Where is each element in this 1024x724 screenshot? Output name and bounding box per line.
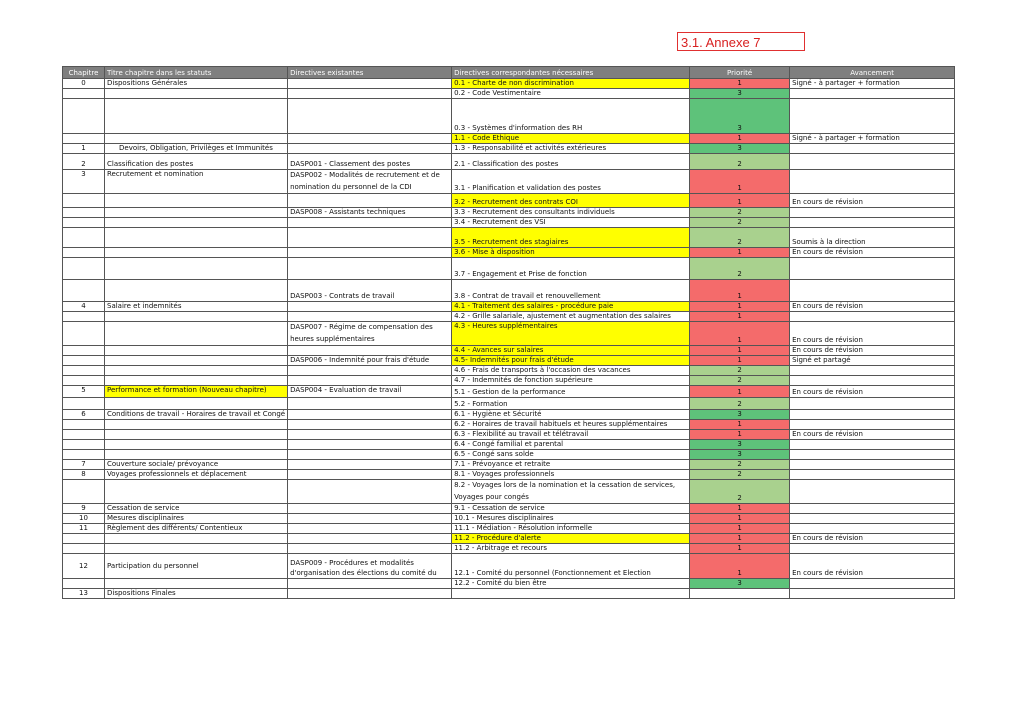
table-row — [63, 430, 955, 440]
chapter-title — [105, 534, 288, 544]
required-directive: 4.5- Indemnités pour frais d'étude — [452, 356, 690, 366]
existing-directive — [288, 89, 452, 99]
progress-cell — [790, 440, 955, 450]
existing-directive — [288, 258, 452, 280]
chapter-number: 6 — [63, 410, 105, 420]
progress-cell: En cours de révision — [790, 248, 955, 258]
progress-cell — [790, 504, 955, 514]
progress-cell: En cours de révision — [790, 346, 955, 356]
required-directive: 3.7 - Engagement et Prise de fonction — [452, 258, 690, 280]
table-row — [63, 248, 955, 258]
priority-cell: 1 — [690, 386, 790, 398]
progress-cell — [790, 280, 955, 302]
chapter-title — [105, 450, 288, 460]
existing-directive: DASP004 - Evaluation de travail — [288, 386, 452, 398]
chapter-title: Couverture sociale/ prévoyance — [105, 460, 288, 470]
chapter-number — [63, 134, 105, 144]
directives-table — [62, 66, 955, 599]
table-row — [63, 470, 955, 480]
table-header-row — [63, 67, 955, 79]
priority-cell: 2 — [690, 460, 790, 470]
progress-cell: En cours de révision — [790, 194, 955, 208]
chapter-title — [105, 134, 288, 144]
progress-cell: En cours de révision — [790, 386, 955, 398]
priority-cell: 2 — [690, 366, 790, 376]
existing-directive — [288, 450, 452, 460]
existing-directive — [288, 398, 452, 410]
required-directive: 3.1 - Planification et validation des postes — [452, 170, 690, 194]
chapter-number — [63, 356, 105, 366]
priority-cell: 1 — [690, 248, 790, 258]
required-directive: 1.1 - Code Ethique — [452, 134, 690, 144]
priority-cell: 3 — [690, 89, 790, 99]
priority-cell: 1 — [690, 504, 790, 514]
priority-cell: 3 — [690, 410, 790, 420]
chapter-title: Classification des postes — [105, 154, 288, 170]
priority-cell: 2 — [690, 470, 790, 480]
chapter-number — [63, 208, 105, 218]
chapter-title — [105, 312, 288, 322]
priority-cell: 3 — [690, 144, 790, 154]
priority-cell: 2 — [690, 218, 790, 228]
header-directives-existantes: Directives existantes — [288, 67, 452, 79]
progress-cell — [790, 480, 955, 504]
progress-cell: En cours de révision — [790, 554, 955, 579]
progress-cell — [790, 89, 955, 99]
required-directive — [452, 589, 690, 599]
chapter-number — [63, 450, 105, 460]
progress-cell — [790, 544, 955, 554]
chapter-title — [105, 376, 288, 386]
chapter-title — [105, 420, 288, 430]
required-directive: 6.2 - Horaires de travail habituels et heures supplémentaires — [452, 420, 690, 430]
chapter-title: Mesures disciplinaires — [105, 514, 288, 524]
chapter-title: Cessation de service — [105, 504, 288, 514]
chapter-number — [63, 376, 105, 386]
required-directive: 6.4 - Congé familial et parental — [452, 440, 690, 450]
progress-cell: Soumis à la direction — [790, 228, 955, 248]
priority-cell: 2 — [690, 480, 790, 504]
chapter-title — [105, 228, 288, 248]
required-directive: 12.2 - Comité du bien être — [452, 579, 690, 589]
required-directive: 0.3 - Systèmes d'information des RH — [452, 99, 690, 134]
existing-directive — [288, 589, 452, 599]
required-directive: 3.4 - Recrutement des VSI — [452, 218, 690, 228]
table-row — [63, 440, 955, 450]
progress-cell — [790, 154, 955, 170]
required-directive: 10.1 - Mesures disciplinaires — [452, 514, 690, 524]
chapter-number: 13 — [63, 589, 105, 599]
required-directive: 12.1 - Comité du personnel (Fonctionnement et Election — [452, 554, 690, 579]
table-row — [63, 99, 955, 134]
existing-directive — [288, 248, 452, 258]
table-row — [63, 544, 955, 554]
existing-directive — [288, 144, 452, 154]
existing-directive — [288, 514, 452, 524]
chapter-title: Devoirs, Obligation, Privilèges et Immunités — [105, 144, 288, 154]
table-row — [63, 194, 955, 208]
existing-directive — [288, 460, 452, 470]
priority-cell: 1 — [690, 346, 790, 356]
priority-cell: 2 — [690, 208, 790, 218]
progress-cell — [790, 420, 955, 430]
chapter-number: 12 — [63, 554, 105, 579]
table-row — [63, 376, 955, 386]
table-row — [63, 579, 955, 589]
chapter-number: 3 — [63, 170, 105, 194]
table-row — [63, 504, 955, 514]
table-row — [63, 410, 955, 420]
chapter-title — [105, 579, 288, 589]
chapter-title: Dispositions Générales — [105, 79, 288, 89]
existing-directive — [288, 302, 452, 312]
table-row — [63, 302, 955, 312]
priority-cell: 1 — [690, 194, 790, 208]
priority-cell: 1 — [690, 312, 790, 322]
header-priorite: Priorité — [690, 67, 790, 79]
table-row — [63, 450, 955, 460]
progress-cell — [790, 524, 955, 534]
header-avancement: Avancement — [790, 67, 955, 79]
chapter-title — [105, 280, 288, 302]
required-directive: 3.3 - Recrutement des consultants individuels — [452, 208, 690, 218]
existing-directive: DASP006 - Indemnité pour frais d'étude — [288, 356, 452, 366]
required-directive: 6.1 - Hygiène et Sécurité — [452, 410, 690, 420]
table-row — [63, 228, 955, 248]
priority-cell: 1 — [690, 302, 790, 312]
table-row — [63, 534, 955, 544]
progress-cell — [790, 470, 955, 480]
required-directive: 4.1 - Traitement des salaires - procédure paie — [452, 302, 690, 312]
priority-cell: 2 — [690, 228, 790, 248]
chapter-number: 1 — [63, 144, 105, 154]
table-row — [63, 170, 955, 194]
required-directive: 3.2 - Recrutement des contrats COI — [452, 194, 690, 208]
existing-directive — [288, 346, 452, 356]
table-row — [63, 386, 955, 398]
progress-cell: En cours de révision — [790, 302, 955, 312]
chapter-number: 2 — [63, 154, 105, 170]
required-directive: 11.2 - Procédure d'alerte — [452, 534, 690, 544]
chapter-title — [105, 248, 288, 258]
existing-directive — [288, 524, 452, 534]
progress-cell — [790, 410, 955, 420]
table-row — [63, 346, 955, 356]
table-row — [63, 280, 955, 302]
table-row — [63, 312, 955, 322]
priority-cell: 1 — [690, 134, 790, 144]
progress-cell — [790, 218, 955, 228]
priority-cell: 1 — [690, 79, 790, 89]
chapter-title: Voyages professionnels et déplacement — [105, 470, 288, 480]
chapter-title: Performance et formation (Nouveau chapitre) — [105, 386, 288, 398]
table-row — [63, 79, 955, 89]
table-row — [63, 89, 955, 99]
existing-directive — [288, 480, 452, 504]
table-row — [63, 322, 955, 346]
chapter-number — [63, 280, 105, 302]
chapter-title — [105, 89, 288, 99]
existing-directive — [288, 366, 452, 376]
table-row — [63, 258, 955, 280]
existing-directive: DASP009 - Procédures et modalités d'organisation des élections du comité du — [288, 554, 452, 579]
priority-cell: 1 — [690, 170, 790, 194]
existing-directive — [288, 376, 452, 386]
required-directive: 3.8 - Contrat de travail et renouvellement — [452, 280, 690, 302]
table-row — [63, 514, 955, 524]
required-directive: 8.2 - Voyages lors de la nomination et la cessation de services, Voyages pour congés — [452, 480, 690, 504]
annex-title: 3.1. Annexe 7 — [677, 32, 805, 51]
chapter-number — [63, 99, 105, 134]
chapter-title: Participation du personnel — [105, 554, 288, 579]
priority-cell: 3 — [690, 450, 790, 460]
chapter-number — [63, 258, 105, 280]
table-row — [63, 366, 955, 376]
required-directive: 11.2 - Arbitrage et recours — [452, 544, 690, 554]
header-directives-necessaires: Directives correspondantes nécessaires — [452, 67, 690, 79]
existing-directive — [288, 312, 452, 322]
existing-directive — [288, 228, 452, 248]
chapter-title — [105, 430, 288, 440]
priority-cell — [690, 589, 790, 599]
chapter-number — [63, 430, 105, 440]
progress-cell — [790, 514, 955, 524]
header-titre: Titre chapitre dans les statuts — [105, 67, 288, 79]
chapter-title: Règlement des différents/ Contentieux — [105, 524, 288, 534]
required-directive: 3.6 - Mise à disposition — [452, 248, 690, 258]
chapter-number: 8 — [63, 470, 105, 480]
chapter-number: 5 — [63, 386, 105, 398]
priority-cell: 1 — [690, 534, 790, 544]
chapter-title — [105, 440, 288, 450]
progress-cell: Signé - à partager + formation — [790, 134, 955, 144]
required-directive: 8.1 - Voyages professionnels — [452, 470, 690, 480]
progress-cell: En cours de révision — [790, 534, 955, 544]
chapter-title — [105, 218, 288, 228]
chapter-number — [63, 366, 105, 376]
priority-cell: 1 — [690, 420, 790, 430]
existing-directive: DASP008 - Assistants techniques — [288, 208, 452, 218]
existing-directive — [288, 470, 452, 480]
progress-cell — [790, 450, 955, 460]
required-directive: 2.1 - Classification des postes — [452, 154, 690, 170]
priority-cell: 1 — [690, 430, 790, 440]
required-directive: 0.2 - Code Vestimentaire — [452, 89, 690, 99]
priority-cell: 3 — [690, 579, 790, 589]
progress-cell — [790, 144, 955, 154]
progress-cell — [790, 170, 955, 194]
progress-cell — [790, 366, 955, 376]
table-row — [63, 398, 955, 410]
table-row — [63, 218, 955, 228]
required-directive: 4.7 - Indemnités de fonction supérieure — [452, 376, 690, 386]
progress-cell — [790, 460, 955, 470]
required-directive: 6.5 - Congé sans solde — [452, 450, 690, 460]
chapter-number — [63, 218, 105, 228]
chapter-title: Conditions de travail - Horaires de travail et Congé — [105, 410, 288, 420]
chapter-title — [105, 99, 288, 134]
chapter-number — [63, 534, 105, 544]
chapter-number — [63, 440, 105, 450]
chapter-number: 0 — [63, 79, 105, 89]
table-row — [63, 524, 955, 534]
table-row — [63, 356, 955, 366]
existing-directive — [288, 420, 452, 430]
chapter-title — [105, 258, 288, 280]
required-directive: 9.1 - Cessation de service — [452, 504, 690, 514]
progress-cell — [790, 376, 955, 386]
existing-directive — [288, 579, 452, 589]
existing-directive — [288, 534, 452, 544]
required-directive: 1.3 - Responsabilité et activités extérieures — [452, 144, 690, 154]
existing-directive — [288, 504, 452, 514]
existing-directive — [288, 194, 452, 208]
chapter-number: 9 — [63, 504, 105, 514]
required-directive: 4.3 - Heures supplémentaires — [452, 322, 690, 346]
table-row — [63, 134, 955, 144]
chapter-number — [63, 89, 105, 99]
chapter-title — [105, 194, 288, 208]
chapter-number — [63, 346, 105, 356]
existing-directive: DASP002 - Modalités de recrutement et de nomination du personnel de la CDI — [288, 170, 452, 194]
required-directive: 0.1 - Charte de non discrimination — [452, 79, 690, 89]
progress-cell: En cours de révision — [790, 322, 955, 346]
required-directive: 4.6 - Frais de transports à l'occasion des vacances — [452, 366, 690, 376]
table-row — [63, 420, 955, 430]
progress-cell — [790, 258, 955, 280]
table-row — [63, 589, 955, 599]
chapter-title — [105, 366, 288, 376]
existing-directive: DASP007 - Régime de compensation des heures supplémentaires — [288, 322, 452, 346]
chapter-title — [105, 480, 288, 504]
progress-cell — [790, 398, 955, 410]
chapter-number — [63, 480, 105, 504]
required-directive: 6.3 - Flexibilité au travail et télétravail — [452, 430, 690, 440]
required-directive: 3.5 - Recrutement des stagiaires — [452, 228, 690, 248]
chapter-title — [105, 322, 288, 346]
priority-cell: 1 — [690, 356, 790, 366]
header-chapitre: Chapitre — [63, 67, 105, 79]
chapter-title — [105, 398, 288, 410]
table-row — [63, 480, 955, 504]
progress-cell: En cours de révision — [790, 430, 955, 440]
priority-cell: 2 — [690, 258, 790, 280]
table-row — [63, 154, 955, 170]
existing-directive — [288, 410, 452, 420]
chapter-number — [63, 322, 105, 346]
progress-cell: Signé - à partager + formation — [790, 79, 955, 89]
priority-cell: 1 — [690, 554, 790, 579]
existing-directive — [288, 134, 452, 144]
progress-cell — [790, 208, 955, 218]
table-row — [63, 208, 955, 218]
chapter-number: 4 — [63, 302, 105, 312]
existing-directive — [288, 99, 452, 134]
progress-cell — [790, 99, 955, 134]
chapter-number: 10 — [63, 514, 105, 524]
chapter-title — [105, 544, 288, 554]
required-directive: 4.2 - Grille salariale, ajustement et augmentation des salaires — [452, 312, 690, 322]
existing-directive — [288, 218, 452, 228]
priority-cell: 1 — [690, 280, 790, 302]
progress-cell — [790, 579, 955, 589]
priority-cell: 1 — [690, 544, 790, 554]
chapter-title: Recrutement et nomination — [105, 170, 288, 194]
priority-cell: 2 — [690, 398, 790, 410]
chapter-title — [105, 356, 288, 366]
required-directive: 5.1 - Gestion de la performance — [452, 386, 690, 398]
chapter-number — [63, 398, 105, 410]
priority-cell: 3 — [690, 99, 790, 134]
progress-cell — [790, 589, 955, 599]
priority-cell: 1 — [690, 514, 790, 524]
progress-cell — [790, 312, 955, 322]
chapter-number — [63, 194, 105, 208]
priority-cell: 3 — [690, 440, 790, 450]
existing-directive: DASP001 - Classement des postes — [288, 154, 452, 170]
required-directive: 4.4 - Avances sur salaires — [452, 346, 690, 356]
priority-cell: 2 — [690, 154, 790, 170]
existing-directive — [288, 440, 452, 450]
existing-directive — [288, 79, 452, 89]
table-row — [63, 554, 955, 579]
chapter-number: 11 — [63, 524, 105, 534]
priority-cell: 1 — [690, 524, 790, 534]
chapter-title: Salaire et indemnités — [105, 302, 288, 312]
required-directive: 5.2 - Formation — [452, 398, 690, 410]
table-row — [63, 460, 955, 470]
existing-directive — [288, 544, 452, 554]
chapter-number — [63, 544, 105, 554]
required-directive: 7.1 - Prévoyance et retraite — [452, 460, 690, 470]
priority-cell: 2 — [690, 376, 790, 386]
chapter-title — [105, 346, 288, 356]
chapter-number — [63, 228, 105, 248]
existing-directive — [288, 430, 452, 440]
chapter-number — [63, 420, 105, 430]
existing-directive: DASP003 - Contrats de travail — [288, 280, 452, 302]
chapter-number — [63, 248, 105, 258]
chapter-title — [105, 208, 288, 218]
chapter-number — [63, 579, 105, 589]
required-directive: 11.1 - Médiation - Résolution informelle — [452, 524, 690, 534]
chapter-number: 7 — [63, 460, 105, 470]
chapter-title: Dispositions Finales — [105, 589, 288, 599]
priority-cell: 1 — [690, 322, 790, 346]
chapter-number — [63, 312, 105, 322]
progress-cell: Signé et partagé — [790, 356, 955, 366]
table-row — [63, 144, 955, 154]
